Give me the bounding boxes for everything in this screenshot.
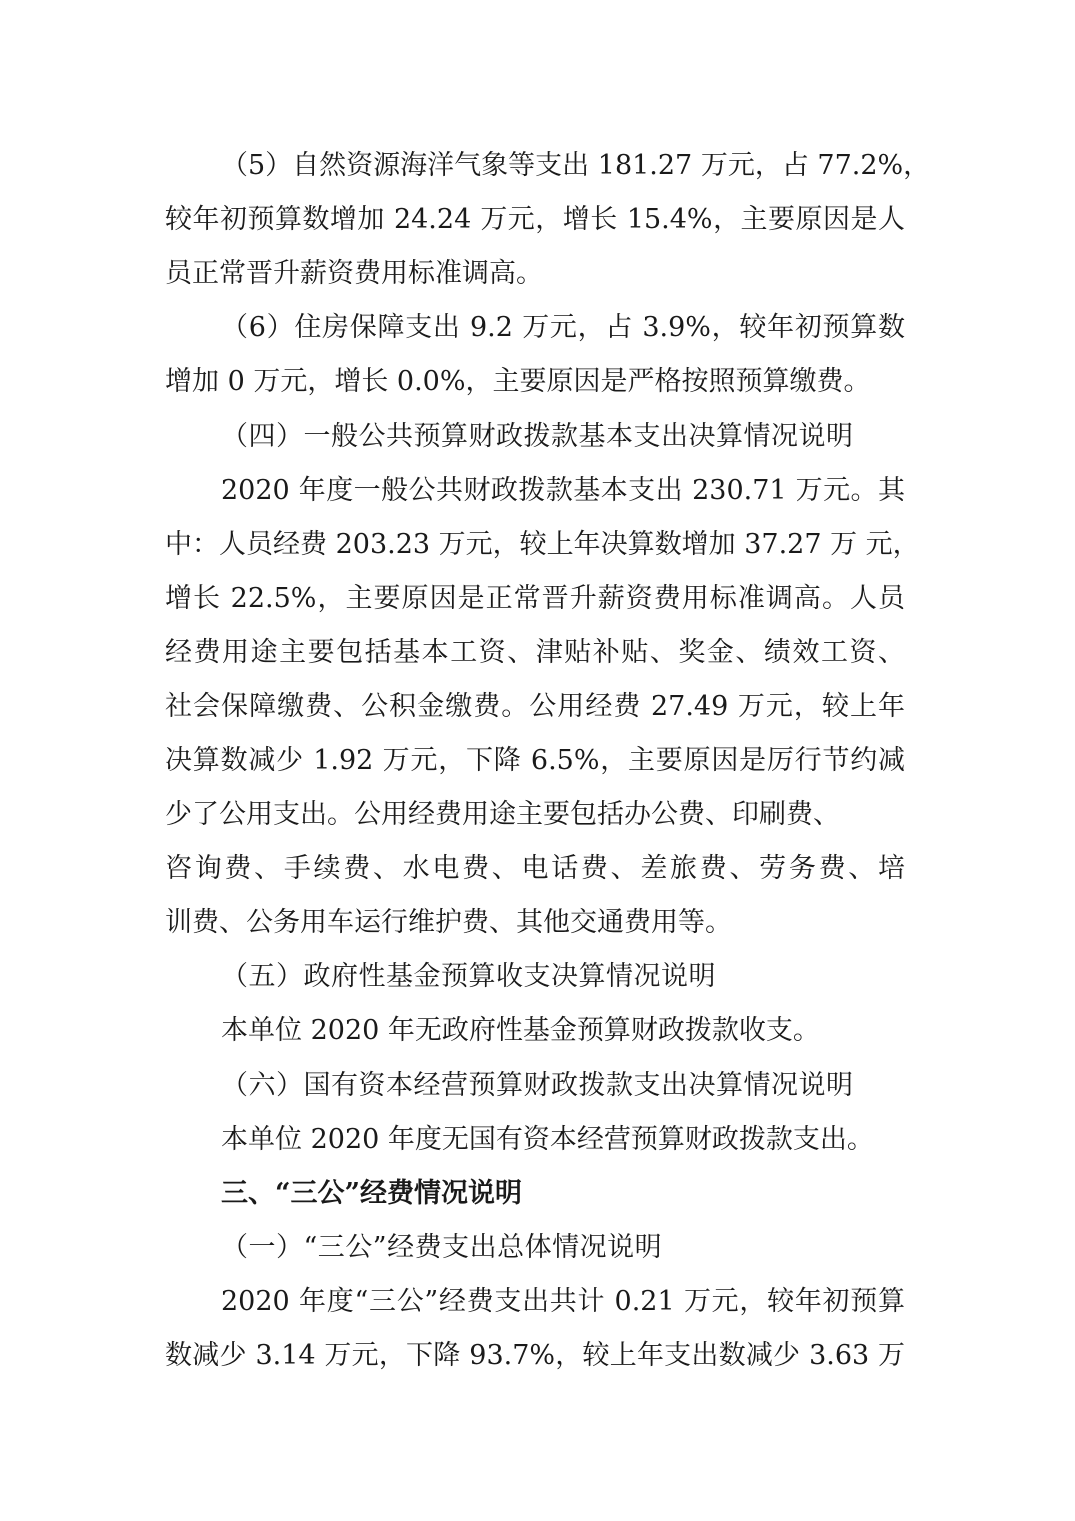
chapter-heading: 三、“三公”经费情况说明 — [221, 1178, 523, 1209]
text-line: 2020 年度一般公共财政拨款基本支出 230.71 万元。其 — [221, 475, 905, 506]
section-heading: （六）国有资本经营预算财政拨款支出决算情况说明 — [221, 1070, 854, 1101]
text-line: （6）住房保障支出 9.2 万元，占 3.9%，较年初预算数 — [221, 312, 905, 343]
text-line: 少了公用支出。公用经费用途主要包括办公费、印刷费、 — [165, 799, 840, 830]
text-line: 增长 22.5%，主要原因是正常晋升薪资费用标准调高。人员 — [165, 583, 905, 614]
text-line: 较年初预算数增加 24.24 万元，增长 15.4%，主要原因是人 — [165, 204, 905, 235]
text-line: 社会保障缴费、公积金缴费。公用经费 27.49 万元，较上年 — [165, 691, 905, 722]
text-line: 咨询费、手续费、水电费、电话费、差旅费、劳务费、培 — [165, 853, 905, 884]
section-heading: （五）政府性基金预算收支决算情况说明 — [221, 961, 716, 992]
text-line: 本单位 2020 年度无国有资本经营预算财政拨款支出。 — [221, 1124, 874, 1155]
text-line: （5）自然资源海洋气象等支出 181.27 万元，占 77.2%， — [221, 150, 931, 181]
text-line: 决算数减少 1.92 万元，下降 6.5%，主要原因是厉行节约减 — [165, 745, 905, 776]
text-line: 2020 年度“三公”经费支出共计 0.21 万元，较年初预算 — [221, 1286, 905, 1317]
section-heading: （一）“三公”经费支出总体情况说明 — [221, 1232, 663, 1263]
section-heading: （四）一般公共预算财政拨款基本支出决算情况说明 — [221, 421, 854, 452]
text-line: 员正常晋升薪资费用标准调高。 — [165, 258, 543, 289]
text-line: 数减少 3.14 万元，下降 93.7%，较上年支出数减少 3.63 万 — [165, 1340, 905, 1371]
text-line: 中：人员经费 203.23 万元，较上年决算数增加 37.27 万 元， — [165, 529, 920, 560]
text-line: 经费用途主要包括基本工资、津贴补贴、奖金、绩效工资、 — [165, 637, 905, 668]
text-line: 训费、公务用车运行维护费、其他交通费用等。 — [165, 907, 732, 938]
text-line: 本单位 2020 年无政府性基金预算财政拨款收支。 — [221, 1015, 820, 1046]
text-line: 增加 0 万元，增长 0.0%，主要原因是严格按照预算缴费。 — [165, 366, 871, 397]
